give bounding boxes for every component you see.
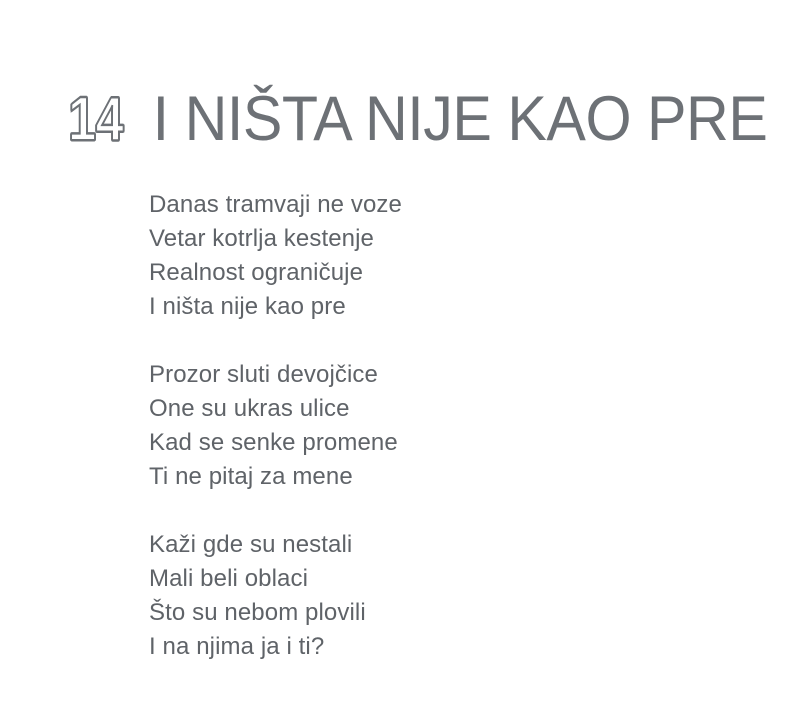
lyric-line: Kaži gde su nestali	[149, 531, 353, 558]
lyric-line: Prozor sluti devojčice	[149, 361, 378, 388]
lyric-line: Danas tramvaji ne voze	[149, 191, 402, 218]
lyric-line: Što su nebom plovili	[149, 599, 366, 626]
lyric-line: I na njima ja i ti?	[149, 633, 325, 660]
lyric-line: One su ukras ulice	[149, 395, 350, 422]
stanza	[149, 528, 709, 664]
song-header	[62, 46, 787, 193]
lyric-line: Vetar kotrlja kestenje	[149, 225, 374, 252]
stanza	[149, 188, 709, 324]
lyric-line: Realnost ograničuje	[149, 259, 364, 286]
song-number: 14	[68, 85, 123, 155]
lyric-line: I ništa nije kao pre	[149, 293, 346, 320]
lyrics-body	[149, 188, 709, 664]
lyric-line: Kad se senke promene	[149, 429, 398, 456]
lyric-line: Mali beli oblaci	[149, 565, 309, 592]
page-title: I NIŠTA NIJE KAO PRE	[152, 84, 768, 155]
stanza	[149, 358, 709, 494]
lyric-line: Ti ne pitaj za mene	[149, 463, 353, 490]
